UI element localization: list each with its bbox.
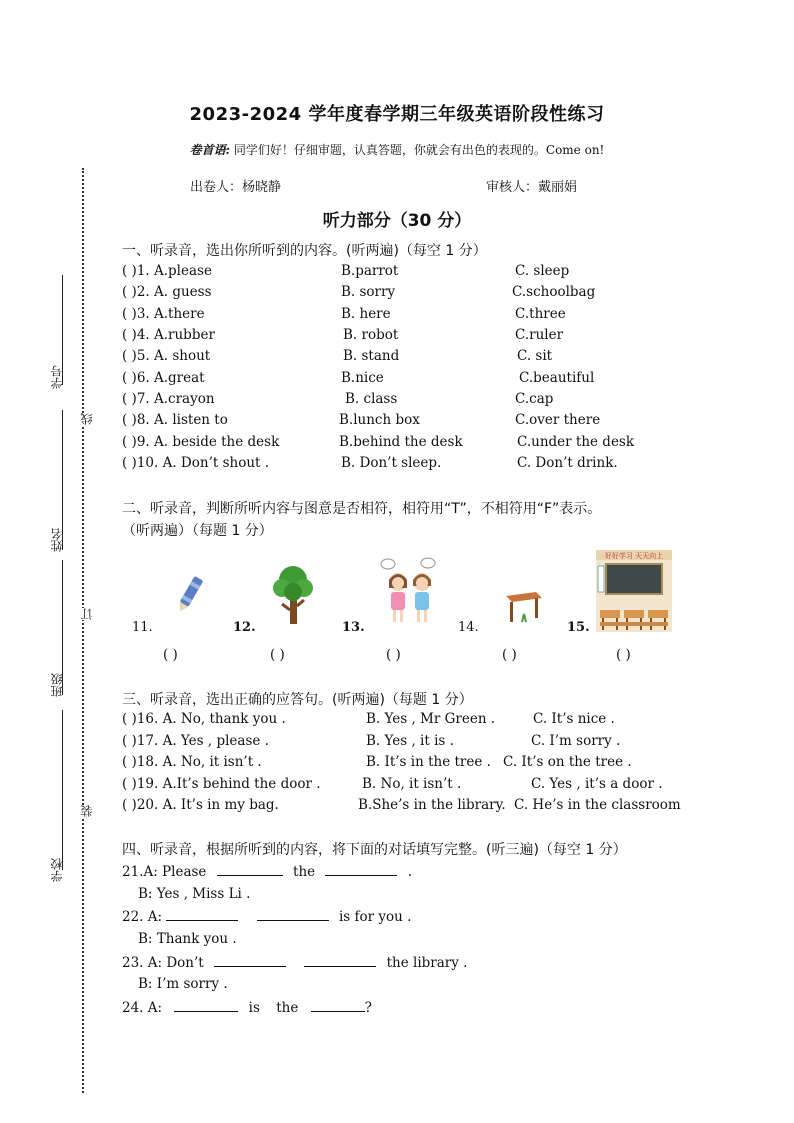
part1-row-5-b: B. stand [343,348,400,364]
part3-row-16-c: C. It’s nice . [533,711,615,727]
item-14-answer[interactable]: ( ) [502,647,517,663]
part3-row-18-c: C. It’s on the tree . [503,754,632,770]
xuexiao-label: 学校 [50,858,64,882]
greeting-text: 同学们好！仔细审题，认真答题，你就会有出色的表现的。Come on! [233,143,605,157]
q23-line-a [122,954,467,971]
part1-row-2-a: ( )2. A. guess [122,284,212,300]
part3-row-17-a: ( )17. A. Yes , please . [122,733,269,749]
xuehao-label: 学号 [50,365,64,389]
part1-row-1-c: C. sleep [515,263,570,279]
q21-line-b: B: Yes , Miss Li . [138,886,251,902]
xingming-label: 姓名 [50,528,64,552]
part1-row-3-c: C.three [515,306,566,322]
part1-row-9-b: B.behind the desk [339,434,463,450]
item-12-number: 12. [233,620,256,635]
q21-prefix: 21.A: Please [122,864,207,880]
part3-row-18-a: ( )18. A. No, it isn’t . [122,754,262,770]
part3-row-18-b: B. It’s in the tree . [366,754,491,770]
tree-icon [272,560,314,628]
part3-row-20-a: ( )20. A. It’s in my bag. [122,797,279,813]
part1-row-7-a: ( )7. A.crayon [122,391,215,407]
q21-mid: the [293,864,316,880]
part1-row-4-c: C.ruler [515,327,564,343]
item-15-answer[interactable]: ( ) [616,647,631,663]
part1-row-8-c: C.over there [515,412,601,428]
item-13-answer[interactable]: ( ) [386,647,401,663]
q24-blank-2[interactable] [311,999,365,1012]
part3-row-19-c: C. Yes , it’s a door . [531,776,663,792]
part4-heading: 四、听录音，根据所听到的内容，将下面的对话填写完整。(听三遍)（每空 1 分） [122,842,627,858]
setter: 出卷人：杨晓静 [190,180,282,195]
part1-row-2-b: B. sorry [341,284,396,300]
part3-row-19-a: ( )19. A.It’s behind the door . [122,776,321,792]
q23-line-b: B: I’m sorry . [138,976,228,992]
two-girls-icon [378,556,442,626]
part1-row-6-b: B.nice [341,370,384,386]
item-11-number: 11. [132,620,153,635]
q22-end: is for you . [338,909,412,925]
banji-label: 班级 [50,673,64,697]
listening-heading: 听力部分（30 分） [322,211,472,231]
part1-row-10-b: B. Don’t sleep. [341,455,442,471]
part3-heading: 三、听录音，选出正确的应答句。(听两遍)（每题 1 分） [122,692,473,708]
binding-dotted-line [82,168,84,1093]
q22-blank-1[interactable] [166,908,238,921]
item-14-number: 14. [458,620,479,635]
part3-row-16-a: ( )16. A. No, thank you . [122,711,286,727]
part1-row-9-c: C.under the desk [517,434,635,450]
q23-blank-1[interactable] [214,954,286,967]
reviewer: 审核人：戴丽娟 [486,180,578,195]
part1-row-8-b: B.lunch box [339,412,420,428]
q24-mid-1: is [248,1000,260,1016]
item-13-number: 13. [342,620,365,635]
q21-blank-1[interactable] [217,863,283,876]
xian-label: 线 [80,413,94,425]
part1-row-1-b: B.parrot [341,263,399,279]
part1-row-5-c: C. sit [517,348,553,364]
q22-line-b: B: Thank you . [138,931,237,947]
part1-heading: 一、听录音，选出你所听到的内容。(听两遍)（每空 1 分） [122,243,487,259]
part1-row-4-b: B. robot [343,327,399,343]
q24-mid-2: the [276,1000,299,1016]
part1-row-5-a: ( )5. A. shout [122,348,211,364]
part3-row-16-b: B. Yes , Mr Green . [366,711,496,727]
greeting [0,141,794,158]
part1-row-3-b: B. here [341,306,391,322]
crayon-icon [172,572,208,616]
q23-blank-2[interactable] [304,954,376,967]
ding-label: 订 [80,608,94,620]
part2-heading-1: 二、听录音，判断所听内容与图意是否相符，相符用“T”，不相符用“F”表示。 [122,501,602,517]
part3-row-20-b: B.She’s in the library. [358,797,506,813]
q21-blank-2[interactable] [325,863,397,876]
desk-icon [502,586,544,626]
part1-row-4-a: ( )4. A.rubber [122,327,215,343]
part1-row-10-a: ( )10. A. Don’t shout . [122,455,270,471]
q22-line-a [122,908,411,925]
part1-row-10-c: C. Don’t drink. [517,455,618,471]
q21-line-a [122,863,412,880]
zhuang-label: 装 [80,805,94,817]
q24-end: ? [364,1000,372,1016]
greeting-label: 卷首语: [189,143,231,157]
part3-row-20-c: C. He’s in the classroom [514,797,681,813]
part1-row-7-b: B. class [345,391,398,407]
part3-row-19-b: B. No, it isn’t . [362,776,462,792]
page-title: 2023-2024 学年度春学期三年级英语阶段性练习 [189,104,605,125]
part1-row-8-a: ( )8. A. listen to [122,412,228,428]
part1-row-7-c: C.cap [515,391,554,407]
part1-row-3-a: ( )3. A.there [122,306,205,322]
q22-blank-2[interactable] [257,908,329,921]
item-11-answer[interactable]: ( ) [163,647,178,663]
part1-row-9-a: ( )9. A. beside the desk [122,434,280,450]
part3-row-17-b: B. Yes , it is . [366,733,454,749]
part1-row-2-c: C.schoolbag [512,284,596,300]
part3-row-17-c: C. I’m sorry . [531,733,621,749]
q22-prefix: 22. A: [122,909,163,925]
q23-end: the library . [386,955,468,971]
q24-prefix: 24. A: [122,1000,163,1016]
part1-row-6-c: C.beautiful [519,370,595,386]
q21-end: . [407,864,413,880]
part1-row-6-a: ( )6. A.great [122,370,205,386]
q24-line-a [122,999,372,1016]
part1-row-1-a: ( )1. A.please [122,263,212,279]
classroom-banner: 好好学习 天天向上 [604,552,664,560]
item-15-number: 15. [567,620,590,635]
item-12-answer[interactable]: ( ) [270,647,285,663]
part2-heading-2: （听两遍）（每题 1 分） [122,523,273,539]
q23-prefix: 23. A: Don’t [122,955,204,971]
q24-blank-1[interactable] [174,999,238,1012]
xuexiao-rule [62,710,63,870]
classroom-icon [596,550,672,632]
